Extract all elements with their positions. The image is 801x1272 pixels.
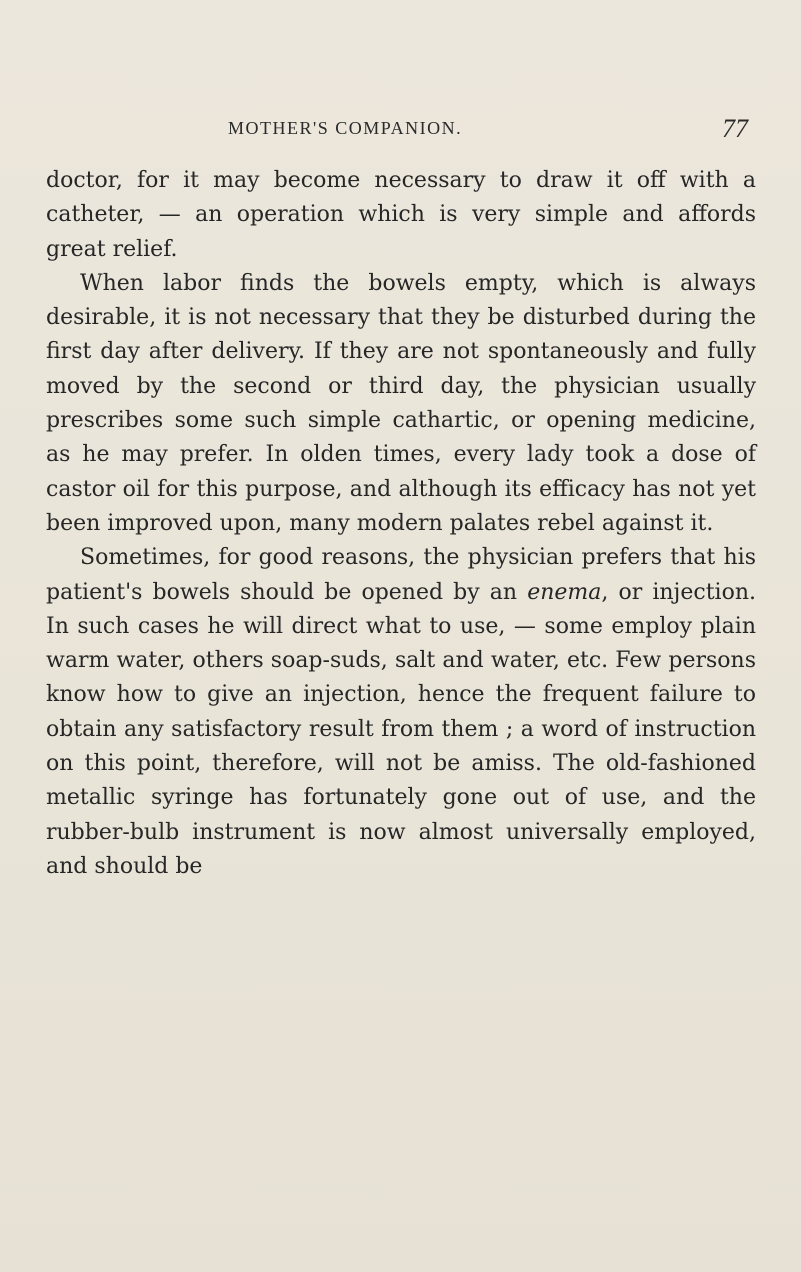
paragraph-2 <box>46 267 756 541</box>
paragraph-3-text-end: , or injection. In such cases he will direct what to use, — some employ plain warm water, others soap-suds, salt and water, etc. Few persons know how to give an injection, hence the frequent failure to obtain any satisfactory result from them ; a word of instruction on this point, therefore, will not be amiss. The old-fashioned metallic syringe has fortunately gone out of use, and the rubber-bulb instrument is now almost universally employed, and should be <box>46 579 756 879</box>
paragraph-3 <box>46 541 756 884</box>
paragraph-1 <box>46 164 756 267</box>
body-text <box>46 164 756 884</box>
enema-emphasis: enema <box>527 579 602 605</box>
paragraph-1-text: doctor, for it may become necessary to draw it off with a catheter, — an operation which is very simple and affords great relief. <box>46 168 756 262</box>
paragraph-3-text-start: Sometimes, for good reasons, the physician prefers that his patient's bowels should be opened by an <box>46 545 756 605</box>
paragraph-2-text: When labor finds the bowels empty, which is always desirable, it is not necessary that they be disturbed during the first day after delivery. If they are not spontaneously and fully moved by the second or third day, the physician usually prescribes some such simple cathartic, or opening medicine, as he may prefer. In olden times, every lady took a dose of castor oil for this purpose, and although its efficacy has not yet been improved upon, many modern palates rebel against it. <box>46 270 756 536</box>
page-number: 77 <box>722 114 748 143</box>
running-head <box>228 114 748 148</box>
running-title: MOTHER'S COMPANION. <box>228 118 463 138</box>
